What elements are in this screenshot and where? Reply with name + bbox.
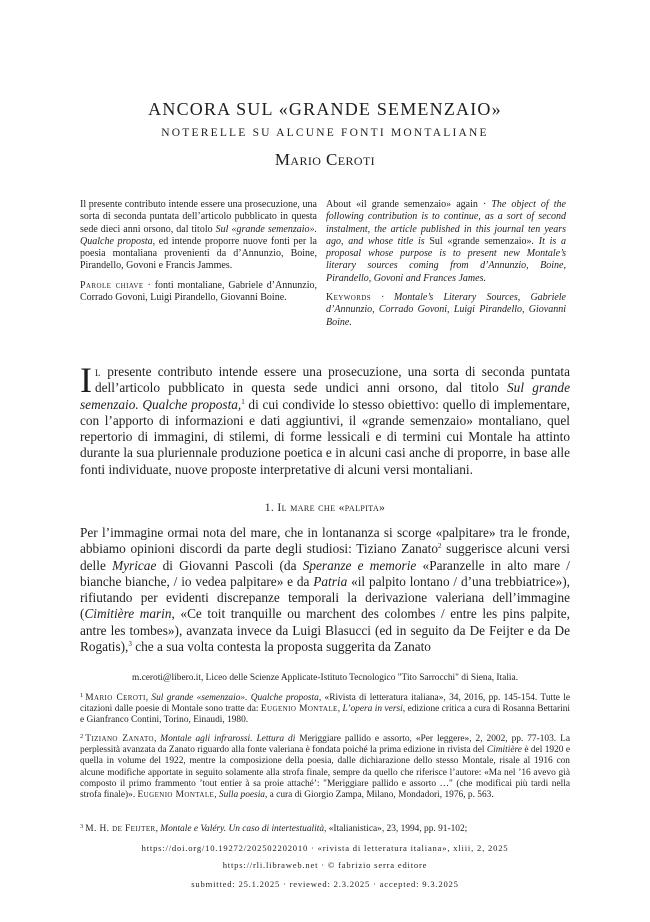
- section-text: [80, 525, 570, 655]
- author-affiliation: m.ceroti@libero.it, Liceo delle Scienze Applicate-Istituto Tecnologico "Tito Sarrocchi" di Siena, Italia.: [131, 673, 519, 683]
- footnote-title: L’opera in versi: [342, 704, 403, 715]
- abstract-it-cited-title: Sul «grande semenzaio». Qualche proposta: [80, 223, 317, 247]
- intro-paragraph: [80, 360, 570, 478]
- section-part: , «Ce toit tranquille ou marchent des colombes / entre les pins palpite, antre les tombes»), avanzata invece da Luigi Blasucci (ed in seguito da De Feijter e da De Rogatis),: [80, 606, 570, 655]
- abstract-it-part: , ed intende proporre nuove fonti per la poesia montaliana provenienti da d’Annunzio, Boine, Pirandello, Govoni e Francis Jammes.: [80, 235, 317, 272]
- section-part: Per l’immagine ormai nota del mare, che in lontananza si scorge «palpitare» tra le fronde, abbiamo opinioni discordi da parte degli studiosi: Tiziano Zanato: [80, 525, 570, 557]
- section-italic: Myricae: [112, 557, 157, 573]
- section-heading-text: 1. Il mare che «palpita»: [264, 502, 386, 514]
- footnote-number: 2: [80, 733, 84, 740]
- abstract-english: [326, 199, 566, 329]
- footnote-part: ,: [145, 693, 152, 703]
- article-title: ANCORA SUL «GRANDE SEMENZAIO»: [148, 99, 502, 119]
- footnote-part: ,: [337, 704, 343, 715]
- section-part: che a sua volta contesta la proposta suggerita da Zanato: [131, 639, 431, 655]
- keywords-label: Parole chiave: [80, 279, 144, 291]
- footnote-number: 3: [80, 823, 84, 830]
- intro-text: [80, 360, 570, 478]
- submission-dates: submitted: 25.1.2025 · reviewed: 2.3.2025 · accepted: 9.3.2025: [191, 879, 459, 889]
- abstract-italian: [80, 199, 317, 304]
- section-part: di Giovanni Pascoli (da: [156, 557, 303, 573]
- section-part: suggerisce alcuni versi delle: [80, 541, 570, 573]
- intro-first-letters: l: [95, 364, 101, 379]
- footnote-title: Cimitière: [486, 745, 522, 756]
- abstract-en-cited-title: Sul «grande semenzaio»: [429, 235, 532, 247]
- footnote-title: Montale agli infrarossi. Lettura di: [160, 734, 296, 744]
- keywords-italian: [80, 280, 317, 305]
- keywords-text: · fonti montaliane, Gabriele d’Annunzio, Corrado Govoni, Luigi Pirandello, Giovanni Boine.: [80, 279, 317, 304]
- footnote-title: Montale e Valéry. Un caso di intertestualità: [160, 824, 325, 834]
- footnote-ref-3[interactable]: 3: [128, 640, 132, 649]
- footnote-title: Sulla poesia: [218, 790, 265, 801]
- abstract-en-part: The object of the following contribution is to continue, as a sort of second instalment, the article published in this journal ten years ago, and whose title is: [326, 199, 566, 247]
- intro-cited-title: Sul grande semenzaio. Qualche proposta,: [80, 380, 570, 412]
- footnote-ref-2[interactable]: 2: [438, 542, 442, 551]
- footnote-author: Tiziano Zanato: [85, 734, 154, 744]
- abstract-en-title: About «il grande semenzaio» again ·: [326, 199, 492, 210]
- footnote-part: ,: [153, 734, 161, 744]
- abstract-english-text: [326, 199, 566, 285]
- publisher-url[interactable]: https://rli.libraweb.net · © fabrizio serra editore: [222, 860, 428, 870]
- doi-line[interactable]: https://doi.org/10.19272/202502202010 · «rivista di letteratura italiana», xliii, 2, 2025: [141, 843, 509, 853]
- footnote-author: Mario Ceroti: [85, 693, 146, 703]
- footnote-part: , «Italianistica», 23, 1994, pp. 91-102;: [324, 824, 468, 834]
- footnote-3: [80, 821, 570, 835]
- keywords-label: Keywords: [326, 292, 372, 304]
- author-name: Mario Ceroti: [274, 150, 376, 169]
- footnote-part: , edizione critica a cura di Rosanna Bettarini e Gianfranco Contini, Torino, Einaudi, 1980.: [80, 704, 571, 726]
- footnote-part: è del 1920 e quella in volume del 1922, mentre la composizione della poesia, dalle dichiarazione dello stesso Montale, risale al 1916 con alcune modifiche apportate in seguito solamente alla strofa finale, sempre da quello che riferisce l’autore: «Ma nel ’16 avevo già composto il primo frammento ’tout entier à sa proie attaché’: "Meriggiare pallido e assorto …" (che modificai più tardi nella strofa finale)».: [80, 745, 570, 801]
- section-italic: Patria: [313, 573, 348, 589]
- keywords-text: · Montale’s Literary Sources, Gabriele d’Annunzio, Corrado Govoni, Luigi Pirandello, Giovanni Boine.: [326, 292, 566, 328]
- footnote-part: , a cura di Giorgio Zampa, Milano, Mondadori, 1976, p. 563.: [264, 790, 494, 801]
- abstract-en-part: . It is a proposal whose purpose is to present new Montale’s literary sources coming from d’Annunzio, Boine, Pirandello, Govoni and Frances James.: [326, 235, 566, 284]
- footnote-part: ,: [155, 824, 161, 834]
- footnote-part: Meriggiare pallido e assorto, «Per leggere», 2, 2002, pp. 77-103. La perplessità avanzata da Zanato riguardo alla fonte valeriana è fondata poiché la prima edizione in rivista del: [80, 734, 570, 756]
- footnote-2: [80, 731, 570, 801]
- footnote-1: [80, 690, 570, 727]
- keywords-english: [326, 292, 566, 329]
- footnote-part: ,: [214, 790, 219, 801]
- section-italic: Speranze e memorie: [302, 557, 417, 573]
- article-subtitle: NOTERELLE SU ALCUNE FONTI MONTALIANE: [161, 127, 489, 139]
- section-paragraph: [80, 525, 570, 655]
- drop-cap: I: [80, 360, 92, 400]
- section-heading: [0, 502, 650, 514]
- footnote-number: 1: [80, 692, 84, 699]
- footnote-ref-1[interactable]: 1: [241, 397, 245, 406]
- footnote-title: Sul grande «semenzaio». Qualche proposta: [151, 693, 319, 703]
- footnote-author: Eugenio Montale: [137, 790, 215, 801]
- section-part: «il palpito lontano / d’una trebbiatrice»), rifiutando per evidenti discrepanze temporali la derivazione valeriana dell’immagine (: [80, 573, 570, 622]
- intro-part: di cui condivide lo stesso obiettivo: quello di implementare, con l’apporto di informazioni e dati aggiuntivi, il «grande semenzaio» montaliano, quel repertorio di immagini, di stilemi, di forme lessicali e di termini cui Montale ha attinto durante la sua pluriennale produzione poetica e in alcuni casi anche di proporre, in base alle fonti individuate, nuove proposte interpretative di alcuni versi montaliani.: [80, 396, 570, 477]
- abstract-italian-text: [80, 199, 317, 273]
- abstract-it-part: Il presente contributo intende essere una prosecuzione, una sorta di seconda puntata dell’articolo pubblicato in questa sede dieci anni orsono, dal titolo: [80, 199, 317, 235]
- section-part: «Paranzelle in alto mare / bianche bianche, / io vedea palpitare» e da: [80, 557, 570, 589]
- footnote-part: , «Rivista di letteratura italiana», 34, 2016, pp. 145-154. Tutte le citazioni dalle poesie di Montale sono tratte da:: [80, 693, 570, 715]
- section-italic: Cimitière marin: [84, 606, 172, 622]
- article-author: [0, 150, 650, 170]
- intro-part: presente contributo intende essere una prosecuzione, una sorta di seconda puntata dell’articolo pubblicato in questa sede undici anni orsono, dal titolo: [95, 364, 570, 396]
- footnote-author: Eugenio Montale: [260, 704, 338, 715]
- footnote-author: M. H. de Feijter: [85, 824, 156, 834]
